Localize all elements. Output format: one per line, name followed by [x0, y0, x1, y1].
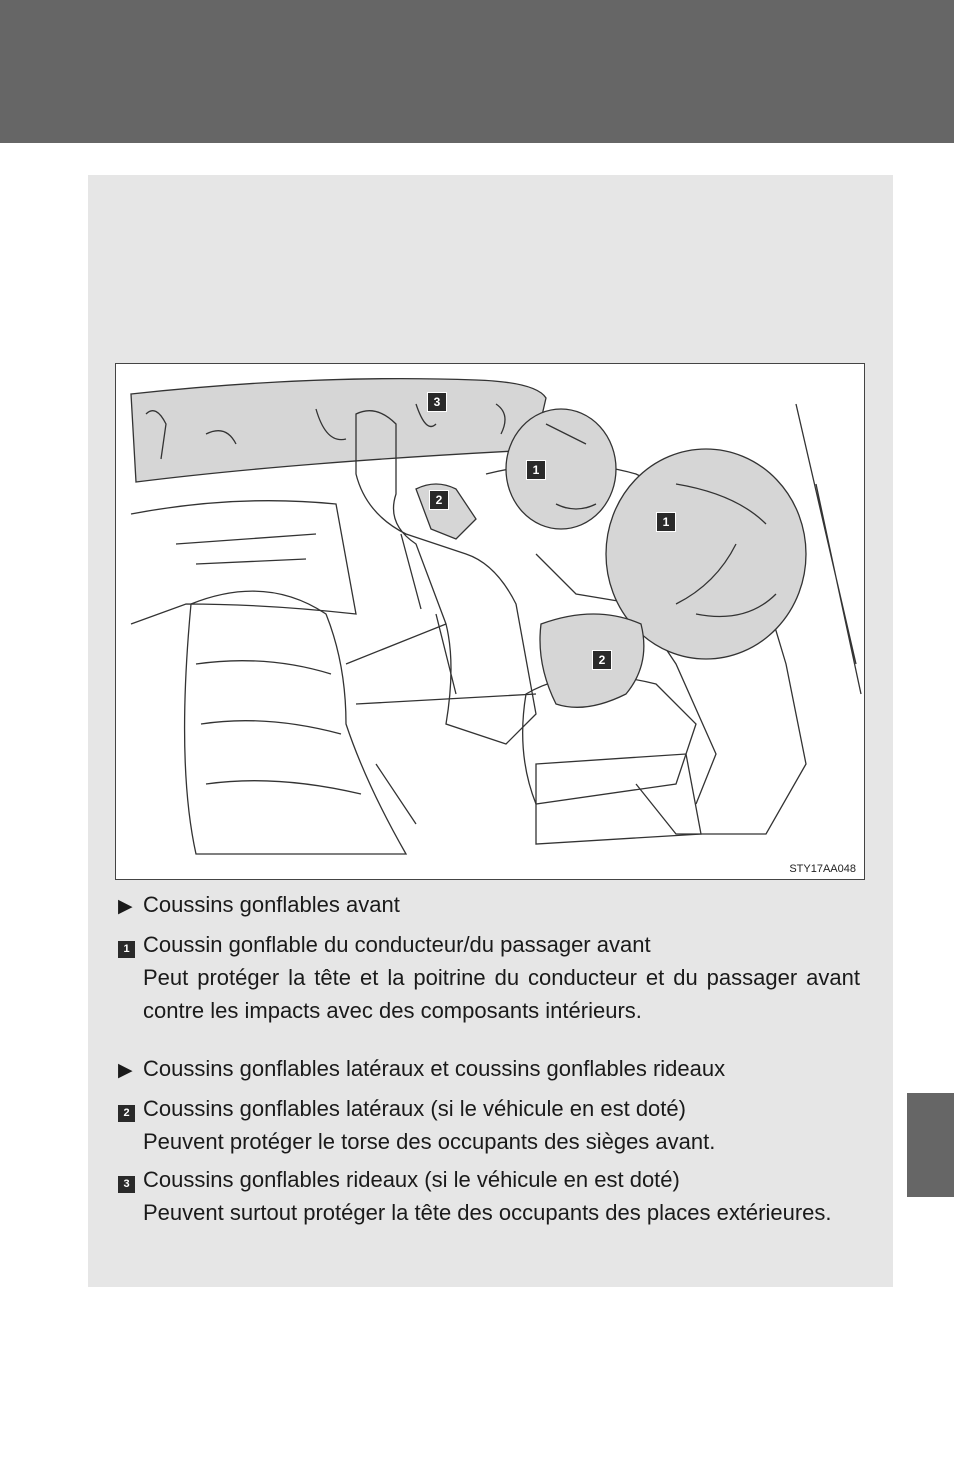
callout-driver-airbag: 1 — [527, 461, 545, 479]
car-interior-drawing — [116, 364, 865, 880]
callout-passenger-airbag: 1 — [657, 513, 675, 531]
chapter-tab — [907, 1093, 954, 1197]
item-description: Peuvent surtout protéger la tête des occupants des places extérieures. — [143, 1200, 832, 1225]
item-number-badge: 1 — [118, 941, 135, 958]
header-bar — [0, 0, 954, 143]
list-item — [118, 1092, 860, 1125]
figure-code: STY17AA048 — [789, 863, 856, 875]
section-heading — [118, 1052, 860, 1087]
item-title: Coussin gonflable du conducteur/du passager avant — [143, 932, 651, 957]
callout-driver-side: 2 — [430, 491, 448, 509]
triangle-bullet-icon: ▶ — [118, 1060, 133, 1081]
item-title: Coussins gonflables rideaux (si le véhicule en est doté) — [143, 1167, 680, 1192]
item-number-badge: 2 — [118, 1105, 135, 1122]
callout-passenger-side: 2 — [593, 651, 611, 669]
callout-curtain: 3 — [428, 393, 446, 411]
driver-airbag — [506, 409, 616, 529]
heading-text: Coussins gonflables avant — [143, 892, 400, 917]
item-title: Coussins gonflables latéraux (si le véhicule en est doté) — [143, 1096, 686, 1121]
list-item — [118, 928, 860, 961]
item-description: Peut protéger la tête et la poitrine du conducteur et du passager avant contre les impacts avec des composants intérieurs. — [143, 965, 860, 1023]
curtain-airbag — [131, 379, 546, 482]
airbag-illustration — [115, 363, 865, 880]
section-side-curtain-airbags — [118, 1052, 860, 1229]
section-heading — [118, 888, 860, 923]
triangle-bullet-icon: ▶ — [118, 896, 133, 917]
heading-text: Coussins gonflables latéraux et coussins gonflables rideaux — [143, 1056, 726, 1081]
item-number-badge: 3 — [118, 1176, 135, 1193]
passenger-side-airbag — [540, 614, 644, 707]
list-item — [118, 1163, 860, 1196]
section-front-airbags — [118, 888, 860, 1027]
item-description: Peuvent protéger le torse des occupants des sièges avant. — [143, 1129, 716, 1154]
